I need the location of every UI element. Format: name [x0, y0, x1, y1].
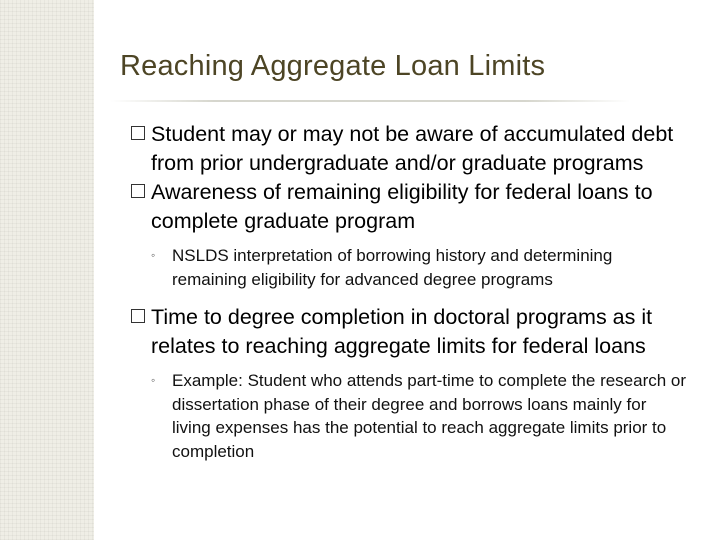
circle-bullet-icon: ◦	[151, 373, 156, 387]
bullet-1	[131, 120, 701, 178]
bullet-3-sub-1-text: Example: Student who attends part-time to complete the research or dissertation phase of their degree and borrows loans mainly for living expenses has the potential to reach aggregate limits prior to completion	[172, 371, 687, 461]
bullet-2-sub-1-text: NSLDS interpretation of borrowing history and determining remaining eligibility for advanced degree programs	[172, 246, 613, 289]
slide-title: Reaching Aggregate Loan Limits	[120, 50, 546, 82]
square-bullet-icon	[131, 309, 145, 323]
slide-content	[131, 120, 701, 475]
bullet-2-text: Awareness of remaining eligibility for federal loans to complete graduate program	[151, 180, 653, 233]
square-bullet-icon	[131, 126, 145, 140]
square-bullet-icon	[131, 184, 145, 198]
bullet-2-sub-1	[131, 244, 687, 291]
bullet-3-sub-1	[131, 369, 687, 463]
circle-bullet-icon: ◦	[151, 248, 156, 262]
title-underline	[110, 100, 630, 102]
left-decorative-strip	[0, 0, 94, 540]
bullet-3-text: Time to degree completion in doctoral programs as it relates to reaching aggregate limits for federal loans	[151, 305, 653, 358]
bullet-2	[131, 178, 701, 236]
bullet-1-text: Student may or may not be aware of accumulated debt from prior undergraduate and/or graduate programs	[151, 122, 674, 175]
bullet-3	[131, 303, 701, 361]
